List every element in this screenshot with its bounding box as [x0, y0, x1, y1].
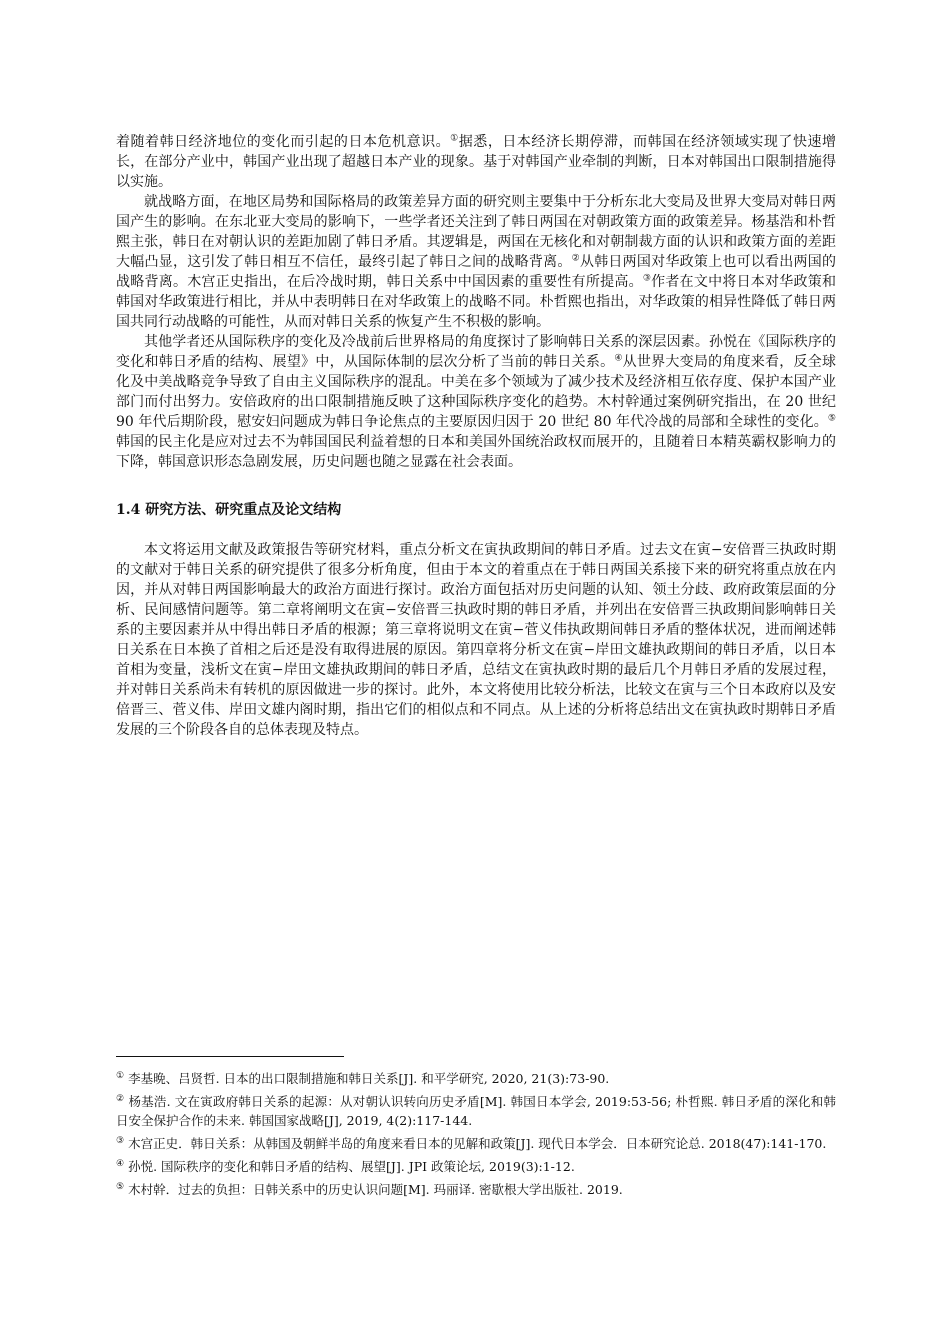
- footnote-mark: ①: [116, 1070, 125, 1081]
- footnote-2: [116, 1092, 836, 1130]
- footnote-text: 孙悦. 国际秩序的变化和韩日矛盾的结构、展望[J]. JPI 政策论坛, 2019(3):1-12.: [128, 1159, 575, 1174]
- footnote-ref-4[interactable]: ④: [614, 353, 623, 364]
- paragraph-2-text-b: 从韩日两国对华政策上也可以看出两国的战略背离。木宫正史指出，在后冷战时期，韩日关系中中国因素的重要性有所提高。: [116, 254, 837, 290]
- paragraph-1-text-b: 据悉，日本经济长期停滞，而韩国在经济领域实现了快速增长，在部分产业中，韩国产业出现了超越日本产业的现象。基于对韩国产业牵制的判断，日本对韩国出口限制措施得以实施。: [116, 134, 837, 190]
- paragraph-4: 本文将运用文献及政策报告等研究材料，重点分析文在寅执政期间的韩日矛盾。过去文在寅−安倍晋三执政时期的文献对于韩日关系的研究提供了很多分析角度，但由于本文的着重点在于韩日两国关系接下来的研究将重点放在内因，并从对韩日两国影响最大的政治方面进行探讨。政治方面包括对历史问题的认知、领土分歧、政府政策层面的分析、民间感情问题等。第二章将阐明文在寅−安倍晋三执政时期的韩日矛盾，并列出在安倍晋三执政期间影响韩日关系的主要因素并从中得出韩日矛盾的根源；第三章将说明文在寅−菅义伟执政期间韩日矛盾的整体状况，进而阐述韩日关系在日本换了首相之后还是没有取得进展的原因。第四章将分析文在寅−岸田文雄执政期间的韩日矛盾，以日本首相为变量，浅析文在寅−岸田文雄执政期间的韩日矛盾，总结文在寅执政时期的最后几个月韩日矛盾的发展过程，并对韩日关系尚未有转机的原因做进一步的探讨。此外，本文将使用比较分析法，比较文在寅与三个日本政府以及安倍晋三、菅义伟、岸田文雄内阁时期，指出它们的相似点和不同点。从上述的分析将总结出文在寅执政时期韩日矛盾发展的三个阶段各自的总体表现及特点。: [116, 542, 836, 738]
- paragraph-3-text-c: 韩国的民主化是应对过去不为韩国国民利益着想的日本和美国外国统治政权而展开的，且随着日本精英霸权影响力的下降，韩国意识形态急剧发展，历史问题也随之显露在社会表面。: [116, 434, 836, 470]
- footnote-text: 杨基浩. 文在寅政府韩日关系的起源：从对朝认识转向历史矛盾[M]. 韩国日本学会, 2019:53-56; 朴哲熙. 韩日矛盾的深化和韩日安全保护合作的未来. 韩国国家战略[J], 2019, 4(2):117-144.: [116, 1094, 836, 1128]
- footnote-mark: ⑤: [116, 1181, 125, 1192]
- paragraph-2: [116, 192, 836, 332]
- paragraph-3-text-a: 其他学者还从国际秩序的变化及冷战前后世界格局的角度探讨了影响韩日关系的深层因素。孙悦在《国际秩序的变化和韩日矛盾的结构、展望》中，从国际体制的层次分析了当前的韩日关系。: [116, 334, 836, 370]
- footnote-ref-1[interactable]: ①: [450, 133, 459, 144]
- section-heading: 1.4 研究方法、研究重点及论文结构: [116, 502, 342, 518]
- footnote-text: 木村幹．过去的负担：日韩关系中的历史认识问题[M]. 玛丽译. 密歇根大学出版社. 2019.: [128, 1182, 623, 1197]
- footnote-4: [116, 1157, 836, 1176]
- footnotes: [116, 1056, 836, 1203]
- paragraph-2-text-a: 就战略方面，在地区局势和国际格局的政策差异方面的研究则主要集中于分析东北大变局及世界大变局对韩日两国产生的影响。在东北亚大变局的影响下，一些学者还关注到了韩日两国在对朝政策方面的政策差异。杨基浩和朴哲熙主张，韩日在对朝认识的差距加剧了韩日矛盾。其逻辑是，两国在无核化和对朝制裁方面的认识和政策方面的差距大幅凸显，这引发了韩日相互不信任，最终引起了韩日之间的战略背离。: [116, 194, 836, 270]
- footnote-text: 木宫正史．韩日关系：从韩国及朝鲜半岛的角度来看日本的见解和政策[J]. 现代日本学会．日本研究论总. 2018(47):141-170.: [128, 1136, 827, 1151]
- footnote-1: [116, 1069, 836, 1088]
- footnote-mark: ③: [116, 1135, 125, 1146]
- footnote-ref-5[interactable]: ⑤: [827, 413, 836, 424]
- paragraph-1: [116, 132, 836, 192]
- footnote-mark: ④: [116, 1158, 125, 1169]
- footnote-ref-3[interactable]: ③: [642, 273, 652, 284]
- spacer: [116, 472, 836, 500]
- paragraph-1-text-a: 着随着韩日经济地位的变化而引起的日本危机意识。: [116, 134, 451, 150]
- footnote-ref-2[interactable]: ②: [571, 253, 580, 264]
- footnote-5: [116, 1180, 836, 1199]
- footnote-text: 李基晩、吕贤哲. 日本的出口限制措施和韩日关系[J]. 和平学研究, 2020, 21(3):73-90.: [128, 1071, 610, 1086]
- paragraph-3-text-b: 从世界大变局的角度来看，反全球化及中美战略竞争导致了自由主义国际秩序的混乱。中美在多个领域为了减少技术及经济相互依存度、保护本国产业部门而付出努力。安倍政府的出口限制措施反映了这种国际秩序变化的趋势。木村幹通过案例研究指出，在 20 世纪 90 年代后期阶段，慰安妇问题成为韩日争论焦点的主要原因归因于 20 世纪 80 年代冷战的局部和全球性的变化。: [116, 354, 836, 430]
- footnote-mark: ②: [116, 1093, 125, 1104]
- footnote-divider: [116, 1056, 344, 1057]
- footnote-3: [116, 1134, 836, 1153]
- paragraph-3: [116, 332, 836, 472]
- body-text: [116, 132, 836, 740]
- spacer: [116, 520, 836, 540]
- paragraph-2-text-c: 作者在文中将日本对华政策和韩国对华政策进行相比，并从中表明韩日在对华政策上的战略不同。朴哲熙也指出，对华政策的相异性降低了韩日两国共同行动战略的可能性，从而对韩日关系的恢复产生不积极的影响。: [116, 274, 837, 330]
